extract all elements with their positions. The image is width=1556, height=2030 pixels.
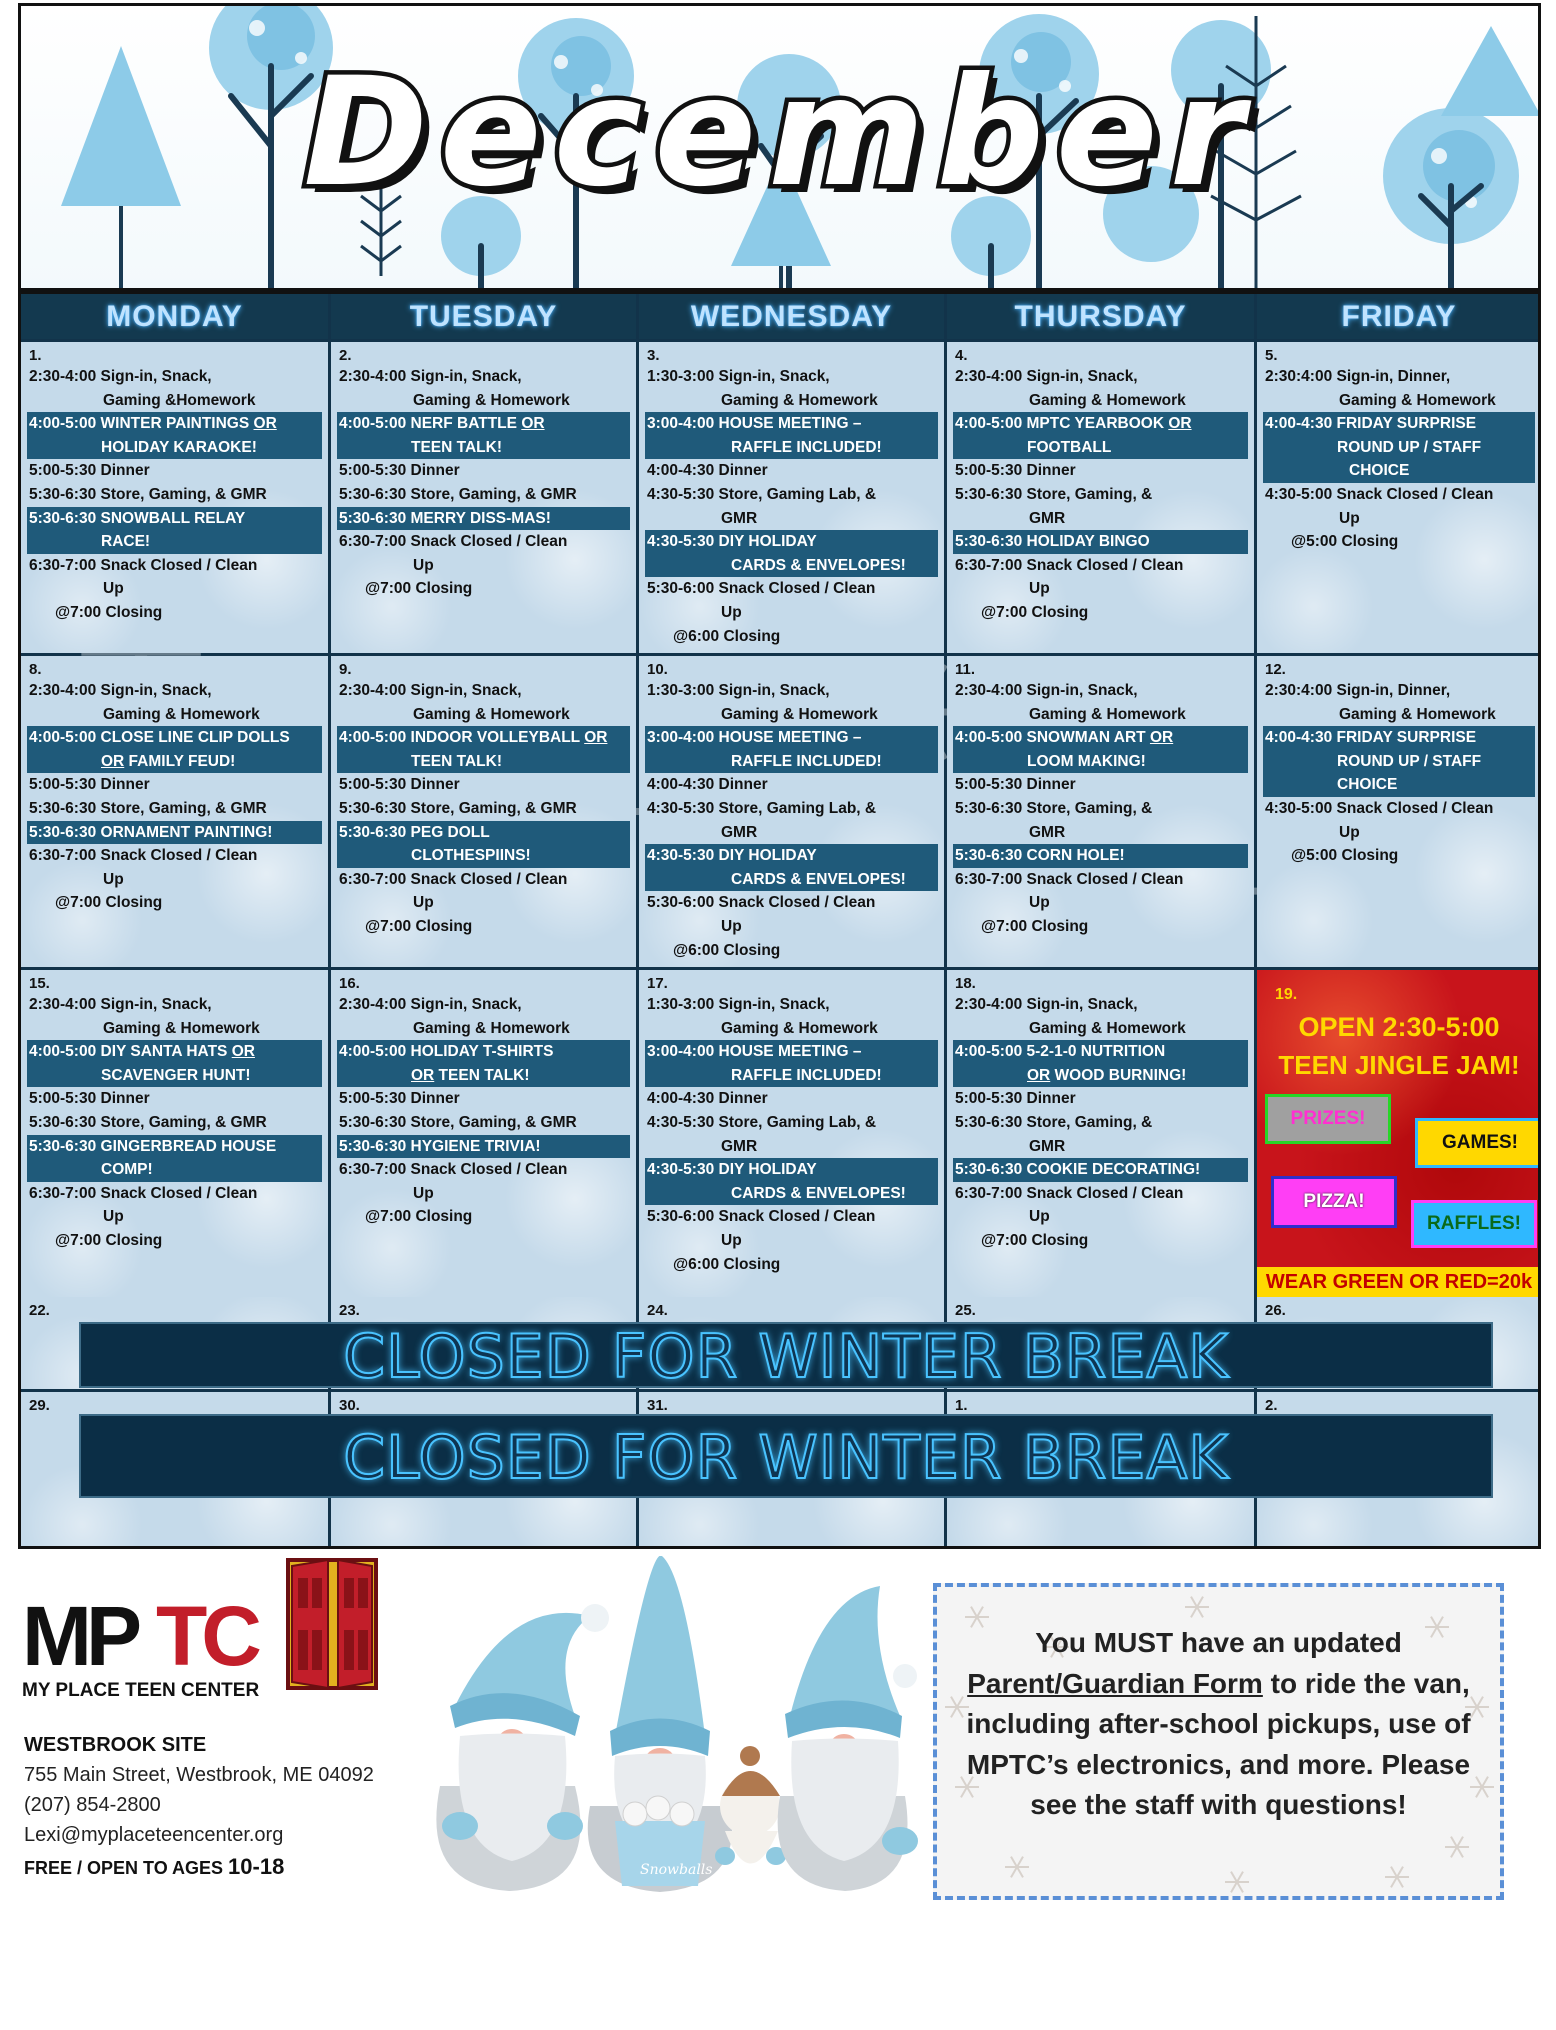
schedule-line: 5:30-6:30 Store, Gaming, & GMR (29, 485, 267, 503)
schedule-line: 6:30-7:00 Snack Closed / Clean (339, 1161, 568, 1179)
schedule-line: @7:00 Closing (365, 580, 473, 598)
activity-highlight: 5:30-6:30 HYGIENE TRIVIA! (337, 1135, 630, 1159)
calendar-day-cell (21, 656, 328, 967)
calendar-day-cell (947, 342, 1254, 653)
activity-highlight: RAFFLE INCLUDED! (645, 1064, 938, 1088)
snow-child (715, 1746, 786, 1865)
schedule-line: Gaming & Homework (1029, 705, 1186, 723)
schedule-line: 5:30-6:30 Store, Gaming, & GMR (339, 485, 577, 503)
day-content (331, 970, 636, 1229)
schedule-line: Up (413, 556, 434, 574)
day-number: 15. (29, 975, 50, 992)
site-name: WESTBROOK SITE (24, 1734, 207, 1756)
page-title: December (303, 46, 1256, 220)
door-icon (286, 1558, 378, 1690)
calendar-grid (21, 294, 1538, 1546)
activity-highlight: 4:30-5:30 DIY HOLIDAY (645, 1158, 938, 1182)
day-number: 1. (29, 347, 42, 364)
schedule-line: 2:30-4:00 Sign-in, Snack, (955, 368, 1138, 385)
schedule-line: Gaming & Homework (103, 1019, 260, 1037)
day-number: 16. (339, 975, 360, 992)
activity-highlight: 5:30-6:30 COOKIE DECORATING! (953, 1158, 1248, 1182)
schedule-line: @7:00 Closing (55, 894, 163, 912)
calendar-day-cell (1257, 342, 1541, 653)
schedule-line: 5:30-6:00 Snack Closed / Clean (647, 894, 876, 912)
activity-highlight: 4:30-5:30 DIY HOLIDAY (645, 530, 938, 554)
day-number: 22. (29, 1302, 50, 1319)
age-range: 10-18 (228, 1854, 285, 1879)
activity-highlight: 3:00-4:00 HOUSE MEETING – (645, 726, 938, 750)
activity-highlight: SCAVENGER HUNT! (27, 1064, 322, 1088)
activity-highlight: OR WOOD BURNING! (953, 1064, 1248, 1088)
schedule-line: 2:30-4:00 Sign-in, Snack, (955, 996, 1138, 1013)
schedule-line: Gaming & Homework (721, 391, 878, 409)
day-content (1257, 342, 1541, 554)
activity-highlight: TEEN TALK! (337, 750, 630, 774)
day-number: 26. (1265, 1302, 1286, 1319)
jam-date: 19. (1275, 986, 1298, 1003)
day-content (639, 970, 944, 1276)
schedule-line: 2:30-4:00 Sign-in, Snack, (955, 682, 1138, 699)
schedule-line: GMR (1029, 509, 1066, 527)
schedule-line: 5:30-6:30 Store, Gaming, & GMR (339, 1113, 577, 1131)
day-number: 1. (955, 1397, 968, 1414)
activity-highlight: RAFFLE INCLUDED! (645, 750, 938, 774)
activity-highlight: CLOTHESPIINS! (337, 844, 630, 868)
schedule-line: 4:30-5:30 Store, Gaming Lab, & (647, 799, 877, 817)
day-number: 12. (1265, 661, 1286, 678)
schedule-line: 6:30-7:00 Snack Closed / Clean (29, 847, 258, 865)
activity-highlight: 4:00-5:00 CLOSE LINE CLIP DOLLS (27, 726, 322, 750)
schedule-line: 5:30-6:00 Snack Closed / Clean (647, 580, 876, 598)
day-content (21, 656, 328, 915)
age-info (24, 1850, 444, 1885)
schedule-line: Gaming & Homework (103, 705, 260, 723)
schedule-line: Up (1339, 509, 1360, 527)
notice-text-post: to ride the van, including after-school pickups, use of MPTC’s electronics, and more. Please see the staff with questions! (966, 1667, 1471, 1820)
day-number: 23. (339, 1302, 360, 1319)
schedule-line: @7:00 Closing (981, 1231, 1089, 1249)
day-content (639, 1392, 944, 1415)
day-content (947, 1297, 1254, 1320)
activity-highlight: 3:00-4:00 HOUSE MEETING – (645, 1040, 938, 1064)
schedule-line: Gaming & Homework (413, 1019, 570, 1037)
schedule-line: 4:30-5:00 Snack Closed / Clean (1265, 485, 1494, 503)
schedule-line: 5:30-6:30 Store, Gaming, & (955, 799, 1153, 817)
schedule-line: @6:00 Closing (673, 941, 781, 959)
schedule-line: 4:00-4:30 Dinner (647, 1090, 768, 1108)
schedule-line: @6:00 Closing (673, 627, 781, 645)
day-number: 9. (339, 661, 352, 678)
calendar-day-cell (947, 656, 1254, 967)
activity-highlight: FOOTBALL (953, 436, 1248, 460)
closed-banner-text: CLOSED FOR WINTER BREAK (343, 1322, 1229, 1392)
schedule-line: 5:00-5:30 Dinner (955, 776, 1076, 794)
activity-highlight: 4:00-5:00 SNOWMAN ART OR (953, 726, 1248, 750)
phone-number[interactable]: (207) 854-2800 (24, 1794, 161, 1816)
cup-text: Snowballs (640, 1862, 713, 1878)
notice-box (933, 1583, 1504, 1900)
schedule-line: 6:30-7:00 Snack Closed / Clean (29, 1184, 258, 1202)
schedule-line: 4:00-4:30 Dinner (647, 776, 768, 794)
activity-highlight: 5:30-6:30 HOLIDAY BINGO (953, 530, 1248, 554)
calendar-header (18, 3, 1541, 291)
calendar-day-cell (639, 970, 944, 1297)
schedule-line: Gaming &Homework (103, 391, 256, 409)
activity-highlight: LOOM MAKING! (953, 750, 1248, 774)
activity-highlight: OR TEEN TALK! (337, 1064, 630, 1088)
schedule-line: 5:00-5:30 Dinner (29, 462, 150, 480)
schedule-line: 5:30-6:30 Store, Gaming, & GMR (29, 799, 267, 817)
schedule-line: Up (413, 894, 434, 912)
schedule-line: 6:30-7:00 Snack Closed / Clean (955, 1184, 1184, 1202)
schedule-line: Gaming & Homework (721, 1019, 878, 1037)
day-number: 17. (647, 975, 668, 992)
activity-highlight: 4:00-5:00 DIY SANTA HATS OR (27, 1040, 322, 1064)
schedule-line: Up (103, 870, 124, 888)
schedule-line: 1:30-3:00 Sign-in, Snack, (647, 996, 830, 1013)
schedule-line: Up (721, 603, 742, 621)
day-content (21, 1297, 328, 1320)
schedule-line: Up (1029, 580, 1050, 598)
activity-highlight: 5:30-6:30 ORNAMENT PAINTING! (27, 821, 322, 845)
schedule-line: 5:30-6:30 Store, Gaming, & (955, 485, 1153, 503)
calendar-day-cell (21, 970, 328, 1297)
activity-highlight: 5:30-6:30 PEG DOLL (337, 821, 630, 845)
schedule-line: 2:30-4:00 Sign-in, Snack, (29, 996, 212, 1013)
closed-for-winter-break-banner (79, 1322, 1493, 1392)
schedule-line: GMR (721, 823, 758, 841)
jam-open-hours: OPEN 2:30-5:00 (1298, 1012, 1500, 1042)
schedule-line: Gaming & Homework (721, 705, 878, 723)
schedule-line: 2:30-4:00 Sign-in, Snack, (339, 682, 522, 699)
schedule-line: Gaming & Homework (1339, 705, 1496, 723)
activity-highlight: CARDS & ENVELOPES! (645, 868, 938, 892)
day-header-wednesday: WEDNESDAY (639, 294, 944, 339)
day-content (21, 342, 328, 625)
day-number: 11. (955, 661, 976, 678)
schedule-line: 1:30-3:00 Sign-in, Snack, (647, 368, 830, 385)
day-content (1257, 656, 1541, 868)
activity-highlight: 4:00-5:00 5-2-1-0 NUTRITION (953, 1040, 1248, 1064)
activity-highlight: OR FAMILY FEUD! (27, 750, 322, 774)
day-number: 29. (29, 1397, 50, 1414)
schedule-line: Up (413, 1184, 434, 1202)
gnomes-illustration (400, 1556, 920, 1896)
activity-highlight: CARDS & ENVELOPES! (645, 1182, 938, 1206)
day-number: 30. (339, 1397, 360, 1414)
pizza-badge: PIZZA! (1271, 1176, 1397, 1228)
activity-highlight: CHOICE (1263, 773, 1535, 797)
logo-tagline: MY PLACE TEEN CENTER (22, 1680, 260, 1701)
age-info-prefix: FREE / OPEN TO AGES (24, 1858, 229, 1878)
logo-mp-text: MP (22, 1589, 136, 1683)
calendar-day-cell (331, 342, 636, 653)
day-content (21, 1392, 328, 1415)
email-link[interactable]: Lexi@myplaceteencenter.org (24, 1824, 284, 1846)
schedule-line: 2:30-4:00 Sign-in, Snack, (29, 368, 212, 385)
notice-text (957, 1623, 1480, 1826)
schedule-line: @7:00 Closing (365, 917, 473, 935)
day-content (947, 1392, 1254, 1415)
schedule-line: @5:00 Closing (1291, 847, 1399, 865)
games-badge: GAMES! (1415, 1118, 1541, 1168)
day-header-thursday: THURSDAY (947, 294, 1254, 339)
activity-highlight: HOLIDAY KARAOKE! (27, 436, 322, 460)
day-content (639, 342, 944, 648)
schedule-line: GMR (721, 1137, 758, 1155)
calendar-day-cell (639, 342, 944, 653)
schedule-line: Up (1029, 1208, 1050, 1226)
activity-highlight: 5:30-6:30 GINGERBREAD HOUSE (27, 1135, 322, 1159)
schedule-line: 2:30-4:00 Sign-in, Snack, (339, 996, 522, 1013)
prizes-badge: PRIZES! (1265, 1094, 1391, 1144)
schedule-line: @7:00 Closing (981, 603, 1089, 621)
day-number: 3. (647, 347, 660, 364)
schedule-line: 6:30-7:00 Snack Closed / Clean (955, 870, 1184, 888)
schedule-line: 4:30-5:30 Store, Gaming Lab, & (647, 485, 877, 503)
schedule-line: 6:30-7:00 Snack Closed / Clean (339, 533, 568, 551)
notice-text-pre: You MUST have an updated (1035, 1627, 1402, 1658)
street-address: 755 Main Street, Westbrook, ME 04092 (24, 1764, 374, 1786)
activity-highlight: 3:00-4:00 HOUSE MEETING – (645, 412, 938, 436)
activity-highlight: TEEN TALK! (337, 436, 630, 460)
schedule-line: 5:30-6:30 Store, Gaming, & GMR (339, 799, 577, 817)
day-number: 10. (647, 661, 668, 678)
day-content (21, 970, 328, 1253)
schedule-line: @5:00 Closing (1291, 533, 1399, 551)
day-number: 24. (647, 1302, 668, 1319)
calendar-day-cell (639, 656, 944, 967)
schedule-line: GMR (1029, 823, 1066, 841)
raffles-badge: RAFFLES! (1411, 1200, 1537, 1248)
activity-highlight: 5:30-6:30 MERRY DISS-MAS! (337, 507, 630, 531)
calendar-day-cell (1257, 656, 1541, 967)
logo-tc-text: TC (156, 1589, 256, 1683)
schedule-line: 5:00-5:30 Dinner (955, 462, 1076, 480)
closed-for-winter-break-banner (79, 1414, 1493, 1498)
day-content (331, 1297, 636, 1320)
schedule-line: 1:30-3:00 Sign-in, Snack, (647, 682, 830, 699)
schedule-line: Up (721, 917, 742, 935)
day-content (331, 1392, 636, 1415)
closed-banner-text: CLOSED FOR WINTER BREAK (343, 1423, 1229, 1493)
day-number: 5. (1265, 347, 1278, 364)
calendar-day-cell (331, 656, 636, 967)
day-header-friday: FRIDAY (1257, 294, 1541, 339)
activity-highlight: 4:00-5:00 MPTC YEARBOOK OR (953, 412, 1248, 436)
day-number: 25. (955, 1302, 976, 1319)
day-content (947, 342, 1254, 625)
schedule-line: 5:30-6:30 Store, Gaming, & (955, 1113, 1153, 1131)
day-header-monday: MONDAY (21, 294, 328, 339)
schedule-line: Gaming & Homework (1029, 1019, 1186, 1037)
activity-highlight: COMP! (27, 1158, 322, 1182)
activity-highlight: 4:30-5:30 DIY HOLIDAY (645, 844, 938, 868)
schedule-line: 5:00-5:30 Dinner (339, 776, 460, 794)
activity-highlight: 4:00-5:00 HOLIDAY T-SHIRTS (337, 1040, 630, 1064)
schedule-line: 5:00-5:30 Dinner (339, 462, 460, 480)
schedule-line: Gaming & Homework (413, 705, 570, 723)
activity-highlight: 4:00-4:30 FRIDAY SURPRISE (1263, 726, 1535, 750)
mptc-logo (22, 1558, 382, 1708)
activity-highlight: 4:00-5:00 NERF BATTLE OR (337, 412, 630, 436)
day-number: 2. (1265, 1397, 1278, 1414)
day-content (947, 656, 1254, 939)
activity-highlight: CARDS & ENVELOPES! (645, 554, 938, 578)
schedule-line: 5:00-5:30 Dinner (29, 1090, 150, 1108)
gnome-right (778, 1586, 918, 1891)
schedule-line: 5:00-5:30 Dinner (955, 1090, 1076, 1108)
schedule-line: GMR (721, 509, 758, 527)
schedule-line: 6:30-7:00 Snack Closed / Clean (29, 556, 258, 574)
day-content (947, 970, 1254, 1253)
activity-highlight: ROUND UP / STAFF (1263, 750, 1535, 774)
parent-guardian-form-link[interactable]: Parent/Guardian Form (967, 1667, 1263, 1699)
day-content (1257, 1392, 1541, 1415)
jam-title: TEEN JINGLE JAM! (1278, 1050, 1520, 1080)
day-content (639, 656, 944, 962)
schedule-line: @7:00 Closing (55, 603, 163, 621)
activity-highlight: CHOICE (1263, 459, 1535, 483)
activity-highlight: 4:00-4:30 FRIDAY SURPRISE (1263, 412, 1535, 436)
schedule-line: 4:00-4:30 Dinner (647, 462, 768, 480)
schedule-line: 4:30-5:30 Store, Gaming Lab, & (647, 1113, 877, 1131)
monthly-calendar (18, 291, 1541, 1549)
activity-highlight: 5:30-6:30 CORN HOLE! (953, 844, 1248, 868)
schedule-line: Gaming & Homework (413, 391, 570, 409)
activity-highlight: RAFFLE INCLUDED! (645, 436, 938, 460)
schedule-line: Up (721, 1231, 742, 1249)
schedule-line: 2:30:4:00 Sign-in, Dinner, (1265, 682, 1451, 699)
schedule-line: @6:00 Closing (673, 1255, 781, 1273)
schedule-line: 6:30-7:00 Snack Closed / Clean (339, 870, 568, 888)
schedule-line: 6:30-7:00 Snack Closed / Clean (955, 556, 1184, 574)
schedule-line: @7:00 Closing (365, 1208, 473, 1226)
day-number: 18. (955, 975, 976, 992)
schedule-line: 5:00-5:30 Dinner (339, 1090, 460, 1108)
contact-block (24, 1730, 444, 1885)
schedule-line: 2:30-4:00 Sign-in, Snack, (339, 368, 522, 385)
activity-highlight: 4:00-5:00 INDOOR VOLLEYBALL OR (337, 726, 630, 750)
calendar-day-cell (331, 970, 636, 1297)
schedule-line: 2:30-4:00 Sign-in, Snack, (29, 682, 212, 699)
schedule-line: 5:30-6:30 Store, Gaming, & GMR (29, 1113, 267, 1131)
schedule-line: 5:00-5:30 Dinner (29, 776, 150, 794)
day-header-tuesday: TUESDAY (331, 294, 636, 339)
schedule-line: Up (1339, 823, 1360, 841)
day-number: 8. (29, 661, 42, 678)
schedule-line: GMR (1029, 1137, 1066, 1155)
gnome-middle (588, 1556, 733, 1892)
schedule-line: 4:30-5:00 Snack Closed / Clean (1265, 799, 1494, 817)
day-number: 4. (955, 347, 968, 364)
wear-green-red-banner: WEAR GREEN OR RED=20k (1257, 1267, 1541, 1297)
day-content (331, 656, 636, 939)
activity-highlight: 4:00-5:00 WINTER PAINTINGS OR (27, 412, 322, 436)
day-content (331, 342, 636, 601)
day-number: 2. (339, 347, 352, 364)
calendar-day-cell (947, 970, 1254, 1297)
calendar-day-cell (21, 342, 328, 653)
schedule-line: 5:30-6:00 Snack Closed / Clean (647, 1208, 876, 1226)
schedule-line: Gaming & Homework (1339, 391, 1496, 409)
gnome-left (436, 1604, 609, 1891)
schedule-line: Gaming & Homework (1029, 391, 1186, 409)
schedule-line: Up (103, 1208, 124, 1226)
schedule-line: @7:00 Closing (55, 1231, 163, 1249)
schedule-line: Up (1029, 894, 1050, 912)
day-number: 31. (647, 1397, 668, 1414)
day-content (639, 1297, 944, 1320)
activity-highlight: RACE! (27, 530, 322, 554)
day-content (1257, 1297, 1541, 1320)
activity-highlight: 5:30-6:30 SNOWBALL RELAY (27, 507, 322, 531)
schedule-line: Up (103, 580, 124, 598)
activity-highlight: ROUND UP / STAFF (1263, 436, 1535, 460)
schedule-line: @7:00 Closing (981, 917, 1089, 935)
schedule-line: 2:30:4:00 Sign-in, Dinner, (1265, 368, 1451, 385)
teen-jingle-jam-cell (1257, 970, 1541, 1297)
